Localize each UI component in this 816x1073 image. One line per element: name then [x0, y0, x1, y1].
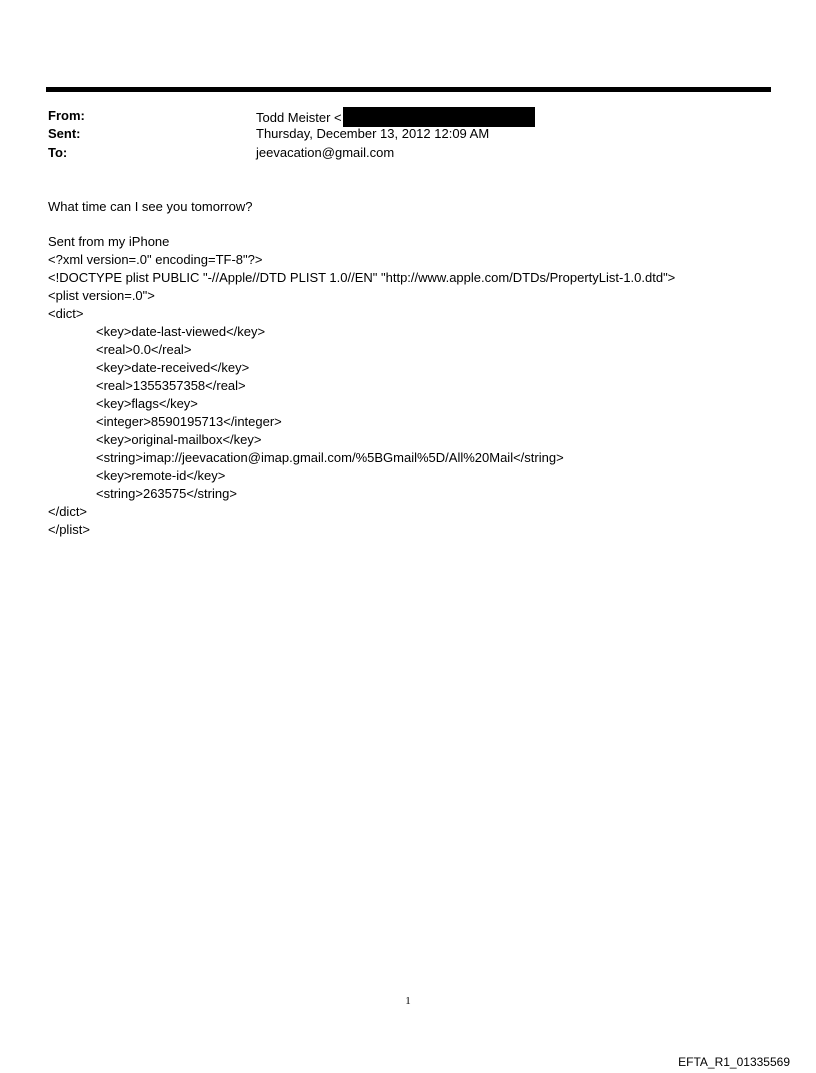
xml-line: <integer>8590195713</integer> [96, 414, 282, 429]
xml-line: <key>remote-id</key> [96, 468, 226, 483]
sent-label: Sent: [48, 126, 81, 141]
xml-line: </dict> [48, 504, 88, 519]
xml-line: <?xml version=.0" encoding=TF-8"?> [48, 252, 263, 267]
xml-line: <string>263575</string> [96, 486, 237, 501]
redaction-block [343, 107, 535, 127]
xml-line: <key>date-last-viewed</key> [96, 324, 266, 339]
page-number: 1 [405, 995, 411, 1007]
xml-line: <dict> [48, 306, 84, 321]
xml-line: <key>original-mailbox</key> [96, 432, 262, 447]
to-value: jeevacation@gmail.com [256, 145, 395, 160]
bates-number: EFTA_R1_01335569 [678, 1055, 790, 1069]
xml-line: </plist> [48, 522, 90, 537]
to-label: To: [48, 145, 68, 160]
from-label: From: [48, 108, 85, 123]
from-value [256, 107, 535, 127]
xml-line: <key>date-received</key> [96, 360, 250, 375]
xml-line: <string>imap://jeevacation@imap.gmail.com/%5BGmail%5D/All%20Mail</string> [96, 450, 564, 465]
xml-line: <real>0.0</real> [96, 342, 192, 357]
sent-value: Thursday, December 13, 2012 12:09 AM [256, 126, 490, 141]
signature-text: Sent from my iPhone [48, 234, 170, 249]
xml-line: <key>flags</key> [96, 396, 198, 411]
xml-line: <plist version=.0"> [48, 288, 155, 303]
from-sender: Todd Meister < [256, 110, 342, 125]
xml-line: <!DOCTYPE plist PUBLIC "-//Apple//DTD PLIST 1.0//EN" "http://www.apple.com/DTDs/PropertyList-1.0.dtd"> [48, 270, 676, 285]
message-text: What time can I see you tomorrow? [48, 199, 253, 214]
header-rule [46, 87, 771, 92]
xml-line: <real>1355357358</real> [96, 378, 246, 393]
